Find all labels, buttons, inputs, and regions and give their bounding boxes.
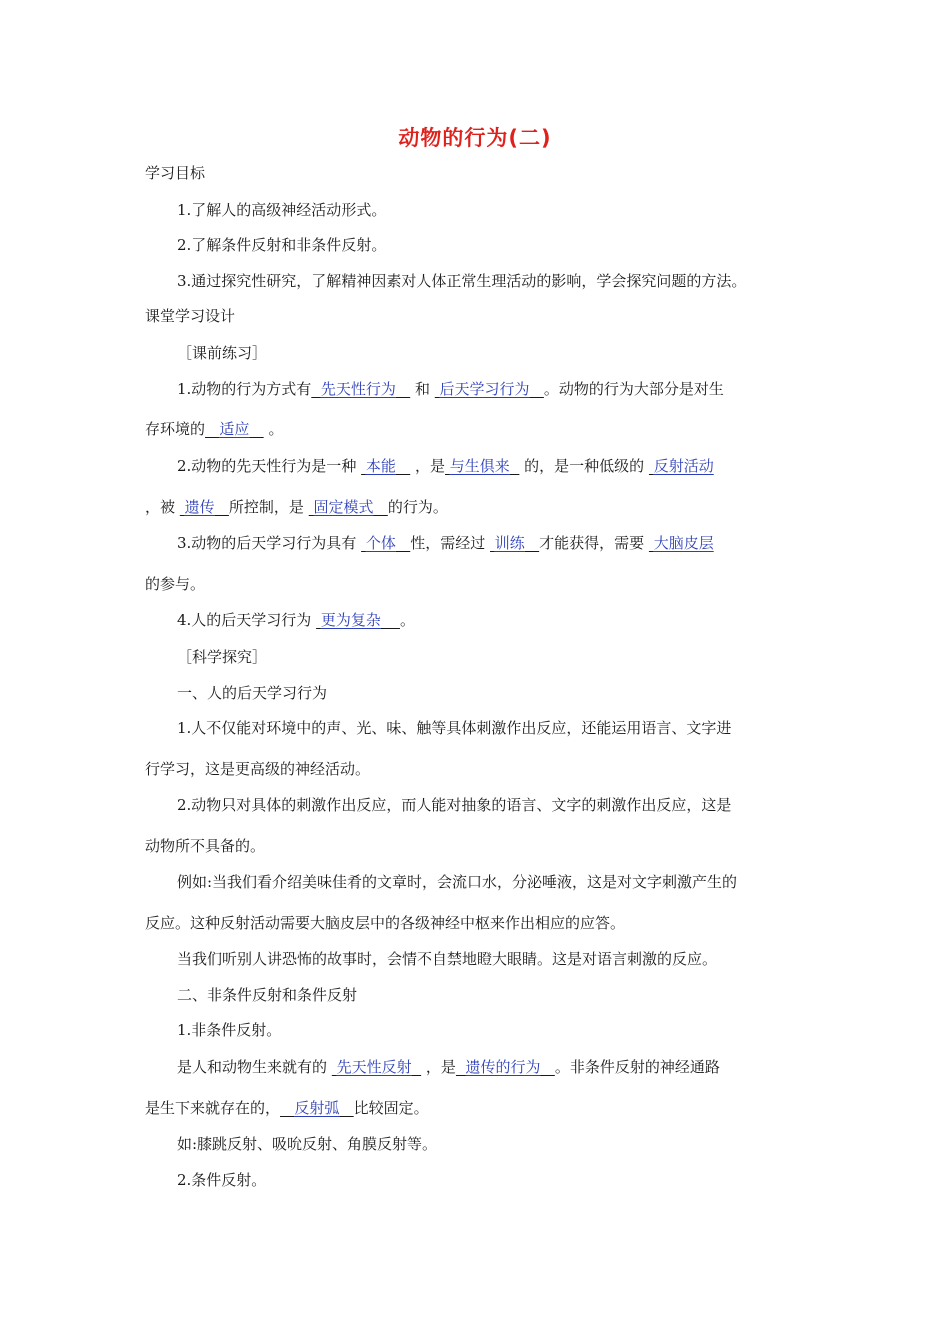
question-3-line-2 [145,573,205,595]
sub-heading-1: 1.非条件反射。 [177,1021,282,1039]
q2-text-c: 的，是一种低级的 [524,457,645,475]
q2-text-d: ，被 [145,498,176,516]
page-title: 动物的行为(二) [398,126,552,150]
q5-text-b: ，是 [425,1058,456,1076]
q3-text-c: 才能获得，需要 [539,534,645,552]
para-2-line-2: 动物所不具备的。 [145,837,266,855]
goals-heading: 学习目标 [145,164,206,182]
q1-answer-2: 后天学习行为 [439,380,530,398]
para-1-line-1: 1.人不仅能对环境中的声、光、味、触等具体刺激作出反应，还能运用语言、文字进 [177,719,732,737]
q1-answer-1: 先天性行为 [320,380,396,398]
q2-answer-5: 固定模式 [313,498,374,516]
q5-answer-1: 先天性反射 [336,1058,412,1076]
q2-text-f: 的行为。 [387,498,448,516]
question-4 [177,609,415,631]
q2-text-b: ，是 [415,457,446,475]
question-5-line-2 [145,1097,429,1119]
q4-text-b: 。 [399,611,415,629]
question-2-line-2 [145,496,448,518]
q5-text-c: 。非条件反射的神经通路 [554,1058,720,1076]
para-2-line-1: 2.动物只对具体的刺激作出反应，而人能对抽象的语言、文字的刺激作出反应，这是 [177,796,732,814]
part-1-heading: 一、人的后天学习行为 [177,684,328,702]
q5-answer-3: 反射弧 [294,1099,340,1117]
q1-text-b: 和 [414,380,430,398]
question-1-line-1 [177,378,724,400]
q4-text-a: 4.人的后天学习行为 [177,611,312,629]
q2-answer-4: 遗传 [184,498,215,516]
q5-text-a: 是人和动物生来就有的 [177,1058,328,1076]
q5-text-d: 是生下来就存在的， [145,1099,281,1117]
pre-practice-heading: ［课前练习］ [177,344,268,362]
para-4: 当我们听别人讲恐怖的故事时，会情不自禁地瞪大眼睛。这是对语言刺激的反应。 [177,950,718,968]
para-1-line-2: 行学习，这是更高级的神经活动。 [145,760,371,778]
part-2-heading: 二、非条件反射和条件反射 [177,986,358,1004]
goal-3: 3.通过探究性研究，了解精神因素对人体正常生理活动的影响，学会探究问题的方法。 [177,272,747,290]
q4-answer-1: 更为复杂 [320,611,381,629]
question-2-line-1 [177,455,714,477]
goal-1: 1.了解人的高级神经活动形式。 [177,201,387,219]
q3-text-a: 3.动物的后天学习行为具有 [177,534,357,552]
q2-answer-1: 本能 [365,457,396,475]
q3-answer-2: 训练 [494,534,525,552]
question-3-line-1 [177,532,714,554]
q1-text-c: 。动物的行为大部分是对生 [543,380,724,398]
q2-text-e: 所控制，是 [228,498,304,516]
q1-text-d: 存环境的 [145,420,206,438]
q3-answer-1: 个体 [365,534,396,552]
para-3-line-1: 例如:当我们看介绍美味佳肴的文章时，会流口水，分泌唾液，这是对文字刺激产生的 [177,873,738,891]
q3-answer-3: 大脑皮层 [653,534,714,552]
goal-2: 2.了解条件反射和非条件反射。 [177,236,387,254]
q1-text-e: 。 [268,420,284,438]
design-heading: 课堂学习设计 [145,307,236,325]
q1-answer-3: 适应 [219,420,250,438]
question-5-line-1 [177,1056,720,1078]
science-heading: ［科学探究］ [177,648,268,666]
q2-answer-3: 反射活动 [653,457,714,475]
para-3-line-2: 反应。这种反射活动需要大脑皮层中的各级神经中枢来作出相应的应答。 [145,914,626,932]
example-line: 如:膝跳反射、吸吮反射、角膜反射等。 [177,1135,438,1153]
q2-text-a: 2.动物的先天性行为是一种 [177,457,357,475]
q2-answer-2: 与生俱来 [449,457,510,475]
q5-text-e: 比较固定。 [353,1099,429,1117]
q3-text-d: 的参与。 [145,575,206,593]
q5-answer-2: 遗传的行为 [465,1058,541,1076]
question-1-line-2 [145,418,283,440]
sub-heading-2: 2.条件反射。 [177,1171,267,1189]
q1-text-a: 1.动物的行为方式有 [177,380,312,398]
q3-text-b: 性，需经过 [410,534,486,552]
